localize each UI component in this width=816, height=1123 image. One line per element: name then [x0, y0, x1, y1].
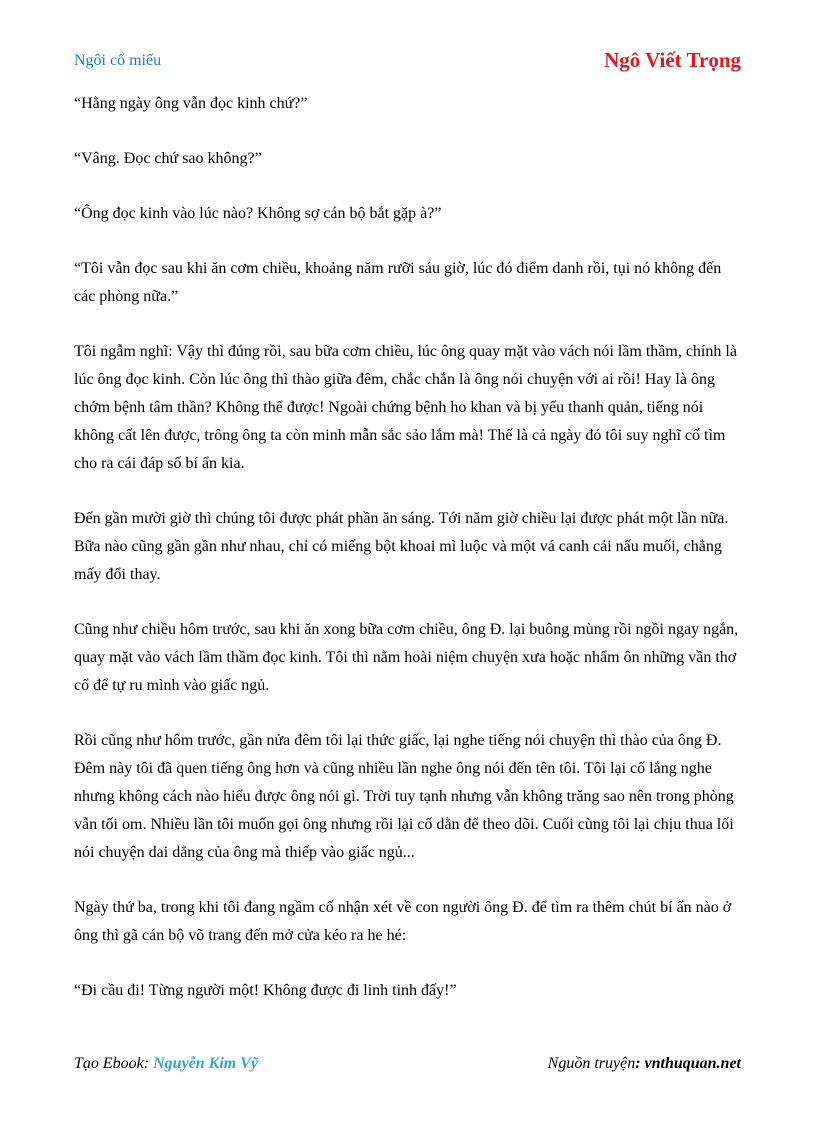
source-site-name: vnthuquan.net [644, 1055, 741, 1072]
paragraph: Rồi cũng như hôm trước, gần nửa đêm tôi lại thức giấc, lại nghe tiếng nói chuyện thì thào của ông Đ. Đêm này tôi đã quen tiếng ông hơn và cũng nhiều lần nghe ông nói đến tên tôi. Tôi lại cố lắng nghe nhưng không cách nào hiểu được ông nói gì. Trời tuy tạnh nhưng vẫn không trăng sao nên trong phòng vẫn tối om. Nhiều lần tôi muốn gọi ông nhưng rồi lại cố dằn để theo dõi. Cuối cùng tôi lại chịu thua lối nói chuyện dai dẳng của ông mà thiếp vào giấc ngủ... [74, 732, 734, 861]
paragraph: “Tôi vẫn đọc sau khi ăn cơm chiều, khoảng năm rưỡi sáu giờ, lúc đó điểm danh rồi, tụi nó không đến các phòng nữa.” [74, 260, 722, 305]
source-credit-label: Nguồn truyện [547, 1055, 636, 1072]
paragraph: Đến gần mười giờ thì chúng tôi được phát phần ăn sáng. Tới năm giờ chiều lại được phát một lần nữa. Bữa nào cũng gần gần như nhau, chỉ có miếng bột khoai mì luộc và một vá canh cải nấu muối, chẳng mấy đổi thay. [74, 510, 729, 583]
paragraph: “Vâng. Đọc chứ sao không?” [74, 150, 262, 167]
paragraph: “Ông đọc kinh vào lúc nào? Không sợ cán bộ bắt gặp à?” [74, 205, 442, 222]
ebook-creator-name: Nguyễn Kim Vỹ [153, 1055, 258, 1072]
paragraph: Tôi ngẫm nghĩ: Vậy thì đúng rồi, sau bữa cơm chiều, lúc ông quay mặt vào vách nói lầm thầm, chính là lúc ông đọc kinh. Còn lúc ông thì thào giữa đêm, chắc chắn là ông nói chuyện với ai rồi! Hay là ông chớm bệnh tâm thần? Không thể được! Ngoài chứng bệnh ho khan và bị yếu thanh quản, tiếng nói không cất lên được, trông ông ta còn minh mẫn sắc sảo lắm mà! Thế là cả ngày đó tôi suy nghĩ cố tìm cho ra cái đáp số bí ẩn kia. [74, 343, 737, 472]
paragraph: “Đi cầu đi! Từng người một! Không được đi linh tinh đấy!” [74, 982, 457, 999]
story-title: Ngôi cổ miếu [74, 52, 162, 69]
paragraph: Cũng như chiều hôm trước, sau khi ăn xong bữa cơm chiều, ông Đ. lại buông mùng rồi ngồi ngay ngắn, quay mặt vào vách lầm thầm đọc kinh. Tôi thì nằm hoài niệm chuyện xưa hoặc nhẩm ôn những vần thơ cổ để tự ru mình vào giấc ngủ. [74, 621, 739, 694]
paragraph: Ngày thứ ba, trong khi tôi đang ngầm cố nhận xét về con người ông Đ. để tìm ra thêm chút bí ẩn nào ở ông thì gã cán bộ võ trang đến mở cửa kéo ra he hé: [74, 899, 732, 944]
source-credit [548, 1055, 741, 1073]
paragraph: “Hằng ngày ông vẫn đọc kinh chứ?” [74, 95, 308, 112]
story-body [74, 90, 746, 1032]
ebook-credit-label: Tạo Ebook [74, 1055, 144, 1072]
ebook-credit-separator: : [143, 1055, 154, 1072]
author-name: Ngô Viết Trọng [604, 48, 741, 72]
ebook-credit [74, 1055, 258, 1073]
source-credit-separator: : [635, 1055, 645, 1072]
